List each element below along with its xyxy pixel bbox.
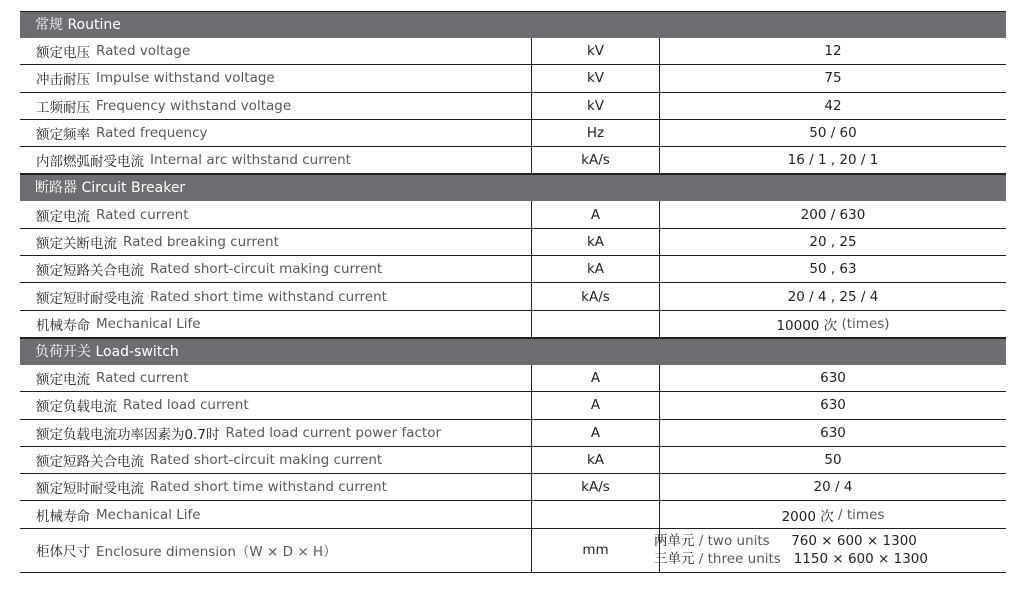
- value-cell: 20 / 4: [813, 479, 853, 496]
- table-row: [20, 256, 1006, 283]
- param-cn: 机械寿命: [36, 508, 90, 525]
- param-en: Rated short-circuit making current: [150, 452, 383, 468]
- param-cn: 额定电压: [36, 45, 90, 62]
- table-row: [20, 283, 1006, 310]
- param-cell: [20, 447, 532, 473]
- three-units-cn: 三单元: [654, 551, 695, 568]
- param-en: Frequency withstand voltage: [96, 97, 292, 114]
- param-cn: 额定频率: [36, 127, 90, 144]
- three-units-en: / three units: [698, 551, 781, 568]
- table-row: [20, 38, 1006, 65]
- unit-cell: [532, 311, 660, 337]
- unit-cell: kV: [532, 93, 660, 119]
- param-cn: 额定电流: [36, 372, 90, 389]
- param-cell: [20, 420, 532, 446]
- dimension-two-units: [654, 532, 917, 550]
- value-cell: 75: [824, 70, 842, 87]
- param-cell: [20, 529, 532, 572]
- section-header-circuit-breaker: 断路器 Circuit Breaker: [20, 174, 1006, 201]
- value-cell: 630: [820, 424, 846, 441]
- param-cell: [20, 229, 532, 255]
- param-cn: 额定短时耐受电流: [36, 481, 144, 498]
- param-en: Rated current: [96, 370, 189, 387]
- table-row: [20, 420, 1006, 447]
- unit-cell: kA/s: [532, 474, 660, 500]
- value-cell: 630: [820, 397, 846, 414]
- value-cell: 50 , 63: [809, 261, 857, 278]
- value-cell: 50: [824, 452, 842, 468]
- param-cell: [20, 256, 532, 282]
- param-cell: [20, 311, 532, 337]
- param-en: Internal arc withstand current: [150, 152, 351, 169]
- two-units-value: 760 × 600 × 1300: [791, 533, 917, 550]
- unit-cell: A: [532, 420, 660, 446]
- spec-table: [20, 11, 1006, 573]
- param-cn: 额定关断电流: [36, 235, 117, 252]
- param-cell: [20, 501, 532, 527]
- table-row: [20, 201, 1006, 228]
- value-number: 10000 次: [776, 317, 838, 334]
- param-cn: 内部燃弧耐受电流: [36, 154, 144, 171]
- param-cell: [20, 65, 532, 91]
- two-units-en: / two units: [698, 533, 770, 550]
- unit-cell: kA: [532, 256, 660, 282]
- param-cn: 额定负载电流功率因素为0.7时: [36, 426, 220, 443]
- param-cell: [20, 474, 532, 500]
- param-cell: [20, 201, 532, 227]
- param-cn: 额定电流: [36, 208, 90, 225]
- param-en: Rated current: [96, 206, 189, 223]
- param-en: Impulse withstand voltage: [96, 70, 275, 87]
- param-en: Mechanical Life: [96, 506, 201, 523]
- value-number: 2000 次: [781, 508, 834, 525]
- param-en: Rated load current: [123, 397, 249, 414]
- table-row: [20, 392, 1006, 419]
- param-cn: 机械寿命: [36, 317, 90, 334]
- param-en: Rated breaking current: [123, 233, 279, 250]
- section-header-load-switch: 负荷开关 Load-switch: [20, 338, 1006, 365]
- table-row: [20, 93, 1006, 120]
- value-cell: 42: [824, 97, 842, 114]
- unit-cell: kA/s: [532, 147, 660, 173]
- unit-cell: A: [532, 365, 660, 391]
- table-row: [20, 501, 1006, 528]
- param-cn: 冲击耐压: [36, 72, 90, 89]
- value-unit-en: / times: [838, 506, 885, 523]
- value-cell: 20 / 4 , 25 / 4: [787, 288, 879, 305]
- value-cell: [654, 529, 1006, 572]
- unit-cell: A: [532, 201, 660, 227]
- param-cn: 额定短路关合电流: [36, 263, 144, 280]
- param-en: Rated load current power factor: [225, 424, 442, 441]
- value-cell: 200 / 630: [800, 206, 866, 223]
- param-en: Rated short-circuit making current: [150, 261, 383, 278]
- unit-cell: [532, 501, 660, 527]
- param-en: Rated frequency: [96, 125, 208, 142]
- param-cn: 额定短路关合电流: [36, 454, 144, 470]
- value-cell: [660, 311, 1006, 337]
- unit-cell: Hz: [532, 120, 660, 146]
- two-units-cn: 两单元: [654, 533, 695, 550]
- table-row: [20, 65, 1006, 92]
- param-cell: [20, 365, 532, 391]
- param-en: Rated short time withstand current: [150, 288, 387, 305]
- param-en: Mechanical Life: [96, 315, 201, 332]
- param-cell: [20, 93, 532, 119]
- param-en: Rated voltage: [96, 43, 191, 60]
- table-row: [20, 447, 1006, 474]
- unit-cell: kA: [532, 229, 660, 255]
- table-row: [20, 365, 1006, 392]
- param-cn: 柜体尺寸: [36, 544, 90, 561]
- table-row: [20, 120, 1006, 147]
- param-cn: 额定短时耐受电流: [36, 290, 144, 307]
- unit-cell: mm: [532, 529, 660, 572]
- table-row: [20, 474, 1006, 501]
- unit-cell: kA: [532, 447, 660, 473]
- dimension-list: [654, 532, 928, 568]
- table-row: [20, 147, 1006, 174]
- value-cell: [660, 501, 1006, 527]
- param-cell: [20, 147, 532, 173]
- table-row: [20, 229, 1006, 256]
- dimension-three-units: [654, 550, 928, 568]
- unit-cell: A: [532, 392, 660, 418]
- param-cell: [20, 392, 532, 418]
- param-cn: 工频耐压: [36, 99, 90, 116]
- value-cell: 16 / 1 , 20 / 1: [787, 152, 879, 169]
- three-units-value: 1150 × 600 × 1300: [793, 551, 928, 568]
- table-row: [20, 311, 1006, 338]
- param-en: Enclosure dimension（W × D × H）: [96, 544, 337, 561]
- value-cell: 630: [820, 370, 846, 387]
- param-cn: 额定负载电流: [36, 399, 117, 416]
- param-cell: [20, 283, 532, 309]
- unit-cell: kV: [532, 38, 660, 64]
- unit-cell: kA/s: [532, 283, 660, 309]
- param-cell: [20, 38, 532, 64]
- param-en: Rated short time withstand current: [150, 479, 387, 496]
- value-cell: 12: [824, 43, 842, 60]
- value-unit-en: (times): [841, 315, 890, 332]
- unit-cell: kV: [532, 65, 660, 91]
- value-cell: 50 / 60: [809, 125, 857, 142]
- section-header-routine: 常规 Routine: [20, 11, 1006, 38]
- table-row-enclosure: [20, 529, 1006, 573]
- value-cell: 20 , 25: [809, 233, 857, 250]
- param-cell: [20, 120, 532, 146]
